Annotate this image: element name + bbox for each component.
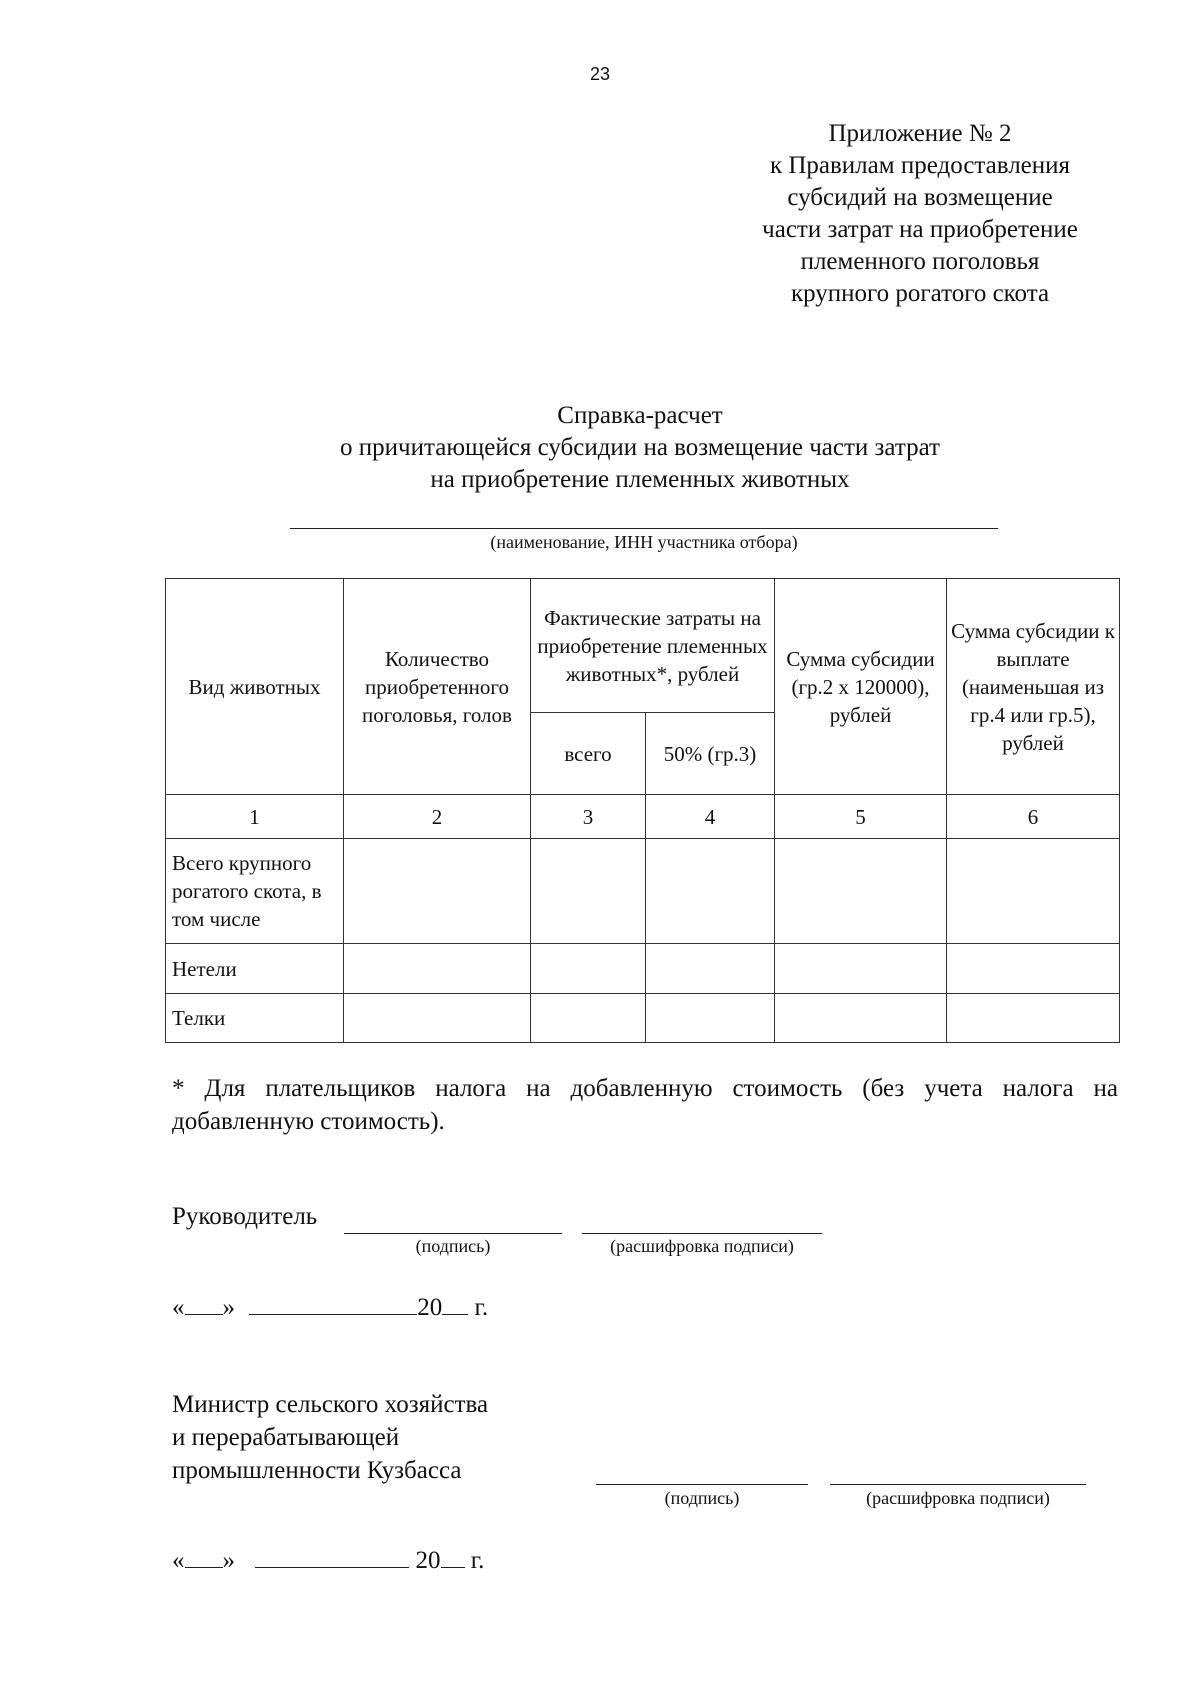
table-cell[interactable] bbox=[775, 944, 947, 994]
head-label: Руководитель bbox=[172, 1203, 318, 1230]
table-cell[interactable] bbox=[344, 944, 531, 994]
date-quote-open: « bbox=[172, 1294, 185, 1321]
table-cell[interactable] bbox=[344, 994, 531, 1043]
minister-day-field[interactable] bbox=[185, 1566, 223, 1568]
appendix-line: к Правилам предоставления bbox=[769, 152, 1071, 179]
table-cell[interactable] bbox=[531, 944, 646, 994]
minister-signature-line[interactable] bbox=[596, 1484, 808, 1485]
column-number: 6 bbox=[947, 795, 1120, 839]
appendix-line: крупного рогатого скота bbox=[790, 280, 1050, 307]
table-cell[interactable] bbox=[646, 839, 775, 944]
date-year-suffix: г. bbox=[468, 1294, 489, 1321]
row-label-total-cattle: Всего крупного рогатого скота, в том числе bbox=[166, 839, 344, 944]
minister-date-row bbox=[172, 1547, 484, 1575]
date-year-prefix: 20 bbox=[415, 1547, 441, 1574]
header-quantity: Количество приобретенного поголовья, голов bbox=[344, 579, 531, 795]
minister-label-line: и перерабатывающей bbox=[172, 1424, 400, 1451]
vat-footnote: * Для плательщиков налога на добавленную стоимость (без учета налога на добавленную стоимость). bbox=[172, 1075, 1118, 1135]
head-date-row bbox=[172, 1294, 488, 1322]
minister-decoding-line[interactable] bbox=[830, 1484, 1086, 1485]
date-quote-open: « bbox=[172, 1547, 185, 1574]
header-subsidy-payout: Сумма субсидии к выплате (наименьшая из гр.4 или гр.5), рублей bbox=[947, 579, 1120, 795]
title-line: на приобретение племенных животных bbox=[430, 466, 850, 493]
table-cell[interactable] bbox=[344, 839, 531, 944]
date-quote-close: » bbox=[222, 1547, 235, 1574]
participant-name-line[interactable] bbox=[290, 528, 998, 529]
minister-month-field[interactable] bbox=[255, 1566, 409, 1568]
table-row bbox=[166, 839, 1120, 944]
column-number: 1 bbox=[166, 795, 344, 839]
head-decoding-line[interactable] bbox=[582, 1233, 822, 1234]
appendix-line: племенного поголовья bbox=[800, 248, 1040, 275]
appendix-line: субсидий на возмещение bbox=[787, 184, 1053, 211]
header-actual-costs: Фактические затраты на приобретение племенных животных*, рублей bbox=[531, 579, 775, 713]
minister-label-line: промышленности Кузбасса bbox=[172, 1457, 462, 1484]
participant-name-caption: (наименование, ИНН участника отбора) bbox=[490, 532, 798, 552]
head-signature-line[interactable] bbox=[344, 1233, 562, 1234]
calculation-table bbox=[165, 578, 1120, 1043]
minister-signature-caption: (подпись) bbox=[664, 1488, 740, 1508]
row-label-heifers: Нетели bbox=[166, 944, 344, 994]
head-year-field[interactable] bbox=[442, 1313, 468, 1315]
table-cell[interactable] bbox=[646, 944, 775, 994]
date-year-suffix: г. bbox=[464, 1547, 485, 1574]
minister-label bbox=[172, 1388, 488, 1487]
minister-decoding-caption: (расшифровка подписи) bbox=[866, 1488, 1050, 1508]
minister-label-line: Министр сельского хозяйства bbox=[172, 1391, 489, 1418]
column-number: 5 bbox=[775, 795, 947, 839]
title-line: о причитающейся субсидии на возмещение части затрат bbox=[340, 434, 940, 461]
head-signature-caption: (подпись) bbox=[415, 1236, 491, 1256]
column-number-row bbox=[166, 795, 1120, 839]
minister-year-field[interactable] bbox=[441, 1566, 465, 1568]
appendix-header bbox=[690, 118, 1150, 310]
document-title bbox=[180, 400, 1100, 496]
row-label-calves: Телки bbox=[166, 994, 344, 1043]
table-cell[interactable] bbox=[775, 994, 947, 1043]
header-costs-half: 50% (гр.3) bbox=[646, 713, 775, 795]
column-number: 2 bbox=[344, 795, 531, 839]
page-number: 23 bbox=[589, 64, 611, 84]
title-line: Справка-расчет bbox=[557, 402, 723, 429]
head-day-field[interactable] bbox=[185, 1313, 223, 1315]
table-row bbox=[166, 944, 1120, 994]
table-cell[interactable] bbox=[531, 839, 646, 944]
date-year-prefix: 20 bbox=[417, 1294, 443, 1321]
table-cell[interactable] bbox=[947, 839, 1120, 944]
table-row bbox=[166, 994, 1120, 1043]
column-number: 3 bbox=[531, 795, 646, 839]
table-cell[interactable] bbox=[646, 994, 775, 1043]
header-costs-total: всего bbox=[531, 713, 646, 795]
appendix-line: Приложение № 2 bbox=[828, 120, 1012, 147]
table-cell[interactable] bbox=[947, 994, 1120, 1043]
table-cell[interactable] bbox=[947, 944, 1120, 994]
head-decoding-caption: (расшифровка подписи) bbox=[610, 1236, 794, 1256]
header-animal-type: Вид животных bbox=[166, 579, 344, 795]
header-subsidy-sum: Сумма субсидии (гр.2 х 120000), рублей bbox=[775, 579, 947, 795]
date-quote-close: » bbox=[222, 1294, 235, 1321]
column-number: 4 bbox=[646, 795, 775, 839]
appendix-line: части затрат на приобретение bbox=[762, 216, 1078, 243]
table-cell[interactable] bbox=[531, 994, 646, 1043]
table-cell[interactable] bbox=[775, 839, 947, 944]
head-month-field[interactable] bbox=[249, 1313, 417, 1315]
